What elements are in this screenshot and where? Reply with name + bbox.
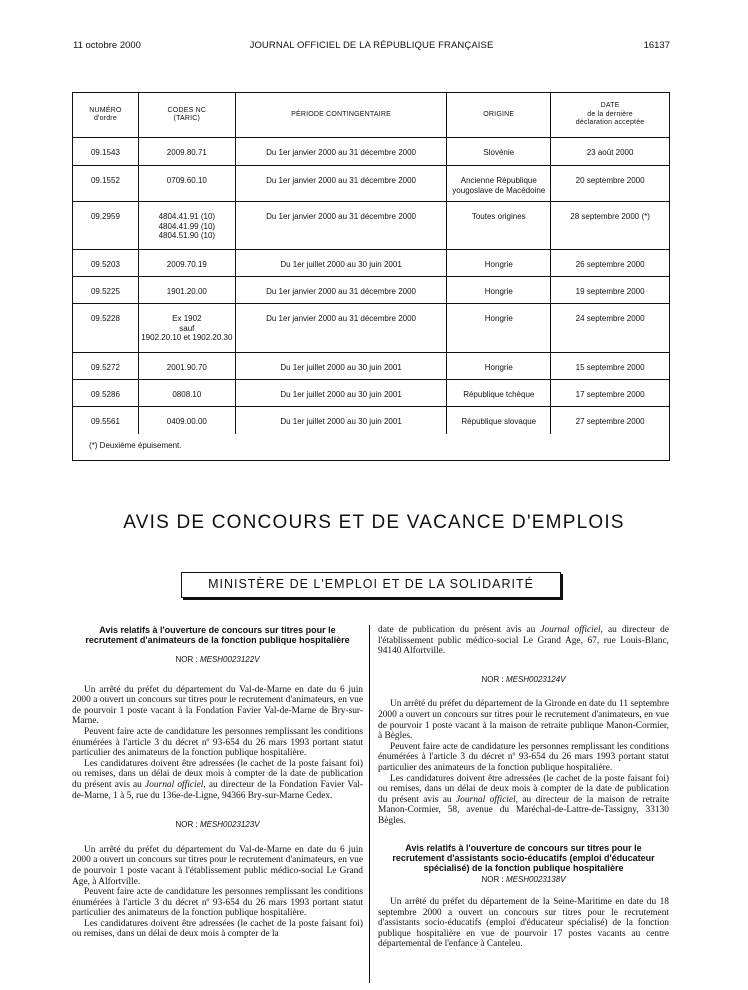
origin-line: Hongrie <box>484 363 513 372</box>
notice-title: Avis relatifs à l'ouverture de concours sur titres pour le recrutement d'animateurs de la fonction publique hospitalière <box>85 625 350 645</box>
column-divider <box>369 625 370 983</box>
journal-officiel-ref: Journal officiel, <box>456 794 518 805</box>
last-declaration-date-cell: 20 septembre 2000 <box>551 166 670 202</box>
quota-period-cell: Du 1er janvier 2000 au 31 décembre 2000 <box>235 166 447 202</box>
column-header-line: d'ordre <box>93 115 117 122</box>
paragraph: Peuvent faire acte de candidature les personnes remplissant les conditions énumérées à l'article 3 du décret nº 93-654 du 26 mars 1993 portant statut particulier des animateurs de la fonction publique hospitalière. <box>72 726 363 759</box>
nc-codes-cell <box>138 277 235 304</box>
nor-reference <box>72 820 363 831</box>
column-header <box>447 93 551 138</box>
table-row <box>73 353 670 380</box>
nc-codes-cell <box>138 250 235 277</box>
table-row <box>73 166 670 202</box>
order-number-cell: 09.1543 <box>73 138 139 166</box>
paragraph: Peuvent faire acte de candidature les personnes remplissant les conditions énumérées à l'article 3 du décret nº 93-654 du 26 mars 1993 portant statut particulier des animateurs de la fonction publique hospitalière. <box>378 741 669 773</box>
origin-line: République slovaque <box>461 417 537 426</box>
quota-period-cell: Du 1er janvier 2000 au 31 décembre 2000 <box>235 304 447 353</box>
nor-label: NOR : <box>175 820 198 830</box>
table-row <box>73 304 670 353</box>
table-row <box>73 380 670 407</box>
order-number-cell: 09.5203 <box>73 250 139 277</box>
notice-title: Avis relatifs à l'ouverture de concours sur titres pour le recrutement d'assistants socio-éducatifs (emploi d'éducateur spécialisé) de la fonction publique hospitalière <box>392 842 655 873</box>
origin-cell <box>447 407 551 434</box>
running-head <box>73 40 670 54</box>
order-number-cell: 09.2959 <box>73 202 139 250</box>
order-number-cell: 09.5228 <box>73 304 139 353</box>
quota-period-cell: Du 1er janvier 2000 au 31 décembre 2000 <box>235 138 447 166</box>
last-declaration-date-cell: 17 septembre 2000 <box>551 380 670 407</box>
nc-codes-cell <box>138 407 235 434</box>
paragraph-text: Les candidatures doivent être adressées (le cachet de la poste faisant foi) ou remises, dans un délai de deux mois à compter de la date de publication du présent avis au <box>378 773 669 805</box>
origin-cell <box>447 277 551 304</box>
column-header <box>551 93 670 138</box>
paragraph: Peuvent faire acte de candidature les personnes remplissant les conditions énumérées à l'article 3 du décret nº 93-654 du 26 mars 1993 portant statut particulier des animateurs de la fonction publique hospitalière. <box>72 887 363 919</box>
quota-period-cell: Du 1er juillet 2000 au 30 juin 2001 <box>235 250 447 277</box>
table-row <box>73 277 670 304</box>
paragraph-text: Les candidatures doivent être adressées (le cachet de la poste faisant foi) ou remises, dans un délai de deux mois à compter de la date de publication du présent avis au <box>72 758 363 790</box>
table-row <box>73 407 670 434</box>
ministry-heading: MINISTÈRE DE L'EMPLOI ET DE LA SOLIDARITÉ <box>181 572 561 598</box>
quota-period-cell: Du 1er juillet 2000 au 30 juin 2001 <box>235 407 447 434</box>
paragraph-text: date de publication du présent avis au <box>378 625 536 635</box>
nor-code: MESH0023124V <box>505 674 566 684</box>
nc-codes-line: 1901.20.00 <box>166 287 207 296</box>
origin-line: Hongrie <box>484 314 513 323</box>
nor-reference <box>72 655 363 666</box>
nc-codes-line: 0808.10 <box>172 390 202 399</box>
table-row <box>73 138 670 166</box>
origin-cell <box>447 380 551 407</box>
origin-cell <box>447 166 551 202</box>
nc-codes-line: sauf <box>179 323 195 333</box>
table-header-row <box>73 93 670 138</box>
last-declaration-date-cell: 24 septembre 2000 <box>551 304 670 353</box>
paragraph: Un arrêté du préfet du département de la Seine-Maritime en date du 18 septembre 2000 a ouvert un concours sur titres pour le recrutement d'assistants socio-éducatifs (emploi d'éducateur spécialisé) de la fonction publique hospitalière en vue de pourvoir 17 postes vacants au centre départemental de l'enfance à Canteleu. <box>378 897 669 950</box>
nc-codes-cell <box>138 380 235 407</box>
column-header <box>138 93 235 138</box>
page-number: 16137 <box>643 40 670 51</box>
column-header <box>73 93 139 138</box>
column-header-line: ORIGINE <box>483 110 515 118</box>
paragraph <box>72 759 363 801</box>
paragraph: Un arrêté du préfet du département du Val-de-Marne en date du 6 juin 2000 a ouvert un concours sur titres pour le recrutement d'animateurs, en vue de pourvoir 1 poste vacant à la Fondation Favier Val-de-Marne de Bry-sur-Marne. <box>72 684 363 727</box>
order-number-cell: 09.5272 <box>73 353 139 380</box>
column-header <box>235 93 447 138</box>
nor-label: NOR : <box>175 655 198 664</box>
last-declaration-date-cell: 27 septembre 2000 <box>551 407 670 434</box>
quota-period-cell: Du 1er janvier 2000 au 31 décembre 2000 <box>235 202 447 250</box>
paragraph: Les candidatures doivent être adressées (le cachet de la poste faisant foi) ou remises, dans un délai de deux mois à compter de la <box>72 918 363 940</box>
column-header-line: DATE <box>600 102 620 110</box>
nor-reference <box>378 675 669 686</box>
table-body <box>73 138 670 434</box>
nor-code: MESH0023122V <box>199 655 260 664</box>
issue-date: 11 octobre 2000 <box>73 40 141 51</box>
left-column <box>72 625 363 940</box>
order-number-cell: 09.1552 <box>73 166 139 202</box>
origin-line: Hongrie <box>484 287 513 296</box>
paragraph-text: au directeur de l'établissement public médico-social Le Grand Age, 67, rue Louis-Blanc, 94140 Alfortville. <box>378 625 670 657</box>
nor-code: MESH0023138V <box>505 874 566 884</box>
quota-period-cell: Du 1er juillet 2000 au 30 juin 2001 <box>235 353 447 380</box>
column-header-line: CODES NC <box>167 106 207 114</box>
nc-codes-cell <box>138 138 235 166</box>
nc-codes-line: 4804.41.99 (10) <box>158 221 216 231</box>
nor-label: NOR : <box>481 674 504 684</box>
section-title: AVIS DE CONCOURS ET DE VACANCE D'EMPLOIS <box>123 512 625 533</box>
nc-codes-line: 2009.80.71 <box>166 148 207 157</box>
table-row <box>73 202 670 250</box>
origin-line: République tchèque <box>463 390 535 399</box>
nor-code: MESH0023123V <box>199 820 260 830</box>
paragraph <box>378 774 669 827</box>
nc-codes-line: 2009.70.19 <box>166 260 207 269</box>
last-declaration-date-cell: 15 septembre 2000 <box>551 353 670 380</box>
paragraph: Un arrêté du préfet du département du Val-de-Marne en date du 6 juin 2000 a ouvert un concours sur titres pour le recrutement d'animateurs, en vue de pourvoir 1 poste vacant à l'établissement public médico-social Le Grand Age, à Alfortville. <box>72 844 363 887</box>
quota-period-cell: Du 1er janvier 2000 au 31 décembre 2000 <box>235 277 447 304</box>
origin-line: Hongrie <box>484 260 513 269</box>
table-row <box>73 250 670 277</box>
nc-codes-cell <box>138 166 235 202</box>
nc-codes-cell <box>138 304 235 353</box>
quota-table <box>72 92 670 461</box>
origin-cell <box>447 250 551 277</box>
nc-codes-line: 0709.60.10 <box>166 176 207 185</box>
column-header-line: déclaration acceptée <box>575 119 645 127</box>
order-number-cell: 09.5225 <box>73 277 139 304</box>
table-footnote: (*) Deuxième épuisement. <box>73 434 670 461</box>
paragraph: Un arrêté du préfet du département de la Gironde en date du 11 septembre 2000 a ouvert un concours sur titres pour le recrutement d'animateurs, en vue de pourvoir 1 poste vacant à la maison de retraite publique Manon-Cormier, à Bègles. <box>378 699 669 742</box>
journal-officiel-ref: Journal officiel, <box>540 625 603 635</box>
nor-label: NOR : <box>481 874 504 884</box>
paragraph <box>378 625 669 657</box>
right-column <box>378 625 669 950</box>
nc-codes-line: 4804.41.91 (10) <box>158 212 216 221</box>
nc-codes-line: 0409.00.00 <box>166 417 207 426</box>
last-declaration-date-cell: 28 septembre 2000 (*) <box>551 202 670 250</box>
table-footnote-row <box>73 434 670 461</box>
nor-reference <box>378 875 669 886</box>
origin-line: Toutes origines <box>471 212 526 221</box>
nc-codes-line: 1902.20.10 et 1902.20.30 <box>141 333 233 342</box>
order-number-cell: 09.5561 <box>73 407 139 434</box>
origin-cell <box>447 138 551 166</box>
nc-codes-cell <box>138 202 235 250</box>
origin-cell <box>447 202 551 250</box>
last-declaration-date-cell: 23 août 2000 <box>551 138 670 166</box>
nc-codes-cell <box>138 353 235 380</box>
origin-cell <box>447 353 551 380</box>
column-header-line: NUMÉRO <box>89 106 122 114</box>
last-declaration-date-cell: 26 septembre 2000 <box>551 250 670 277</box>
journal-officiel-ref: Journal officiel, <box>145 779 206 790</box>
order-number-cell: 09.5286 <box>73 380 139 407</box>
column-header-line: (TARIC) <box>173 115 201 122</box>
quota-period-cell: Du 1er juillet 2000 au 30 juin 2001 <box>235 380 447 407</box>
origin-line: Slovénie <box>483 148 515 157</box>
journal-title: JOURNAL OFFICIEL DE LA RÉPUBLIQUE FRANÇAISE <box>249 40 494 51</box>
last-declaration-date-cell: 19 septembre 2000 <box>551 277 670 304</box>
nc-codes-line: 2001.90.70 <box>166 363 207 372</box>
paragraph-text: au directeur de la maison de retraite Manon-Cormier, 58, avenue du Maréchal-de-Lattre-de-Tassigny, 33130 Bègles. <box>378 794 670 826</box>
nc-codes-line: 4804.51.90 (10) <box>158 231 216 240</box>
column-header-line: PÉRIODE CONTINGENTAIRE <box>291 110 392 118</box>
paragraph-text: au directeur de la Fondation Favier Val-de-Marne, 1 à 5, rue du 136e-de-Ligne, 94366 Bry-sur-Marne Cedex. <box>72 779 363 801</box>
origin-line: Ancienne République <box>460 176 537 185</box>
column-header-line: de la dernière <box>587 110 633 118</box>
origin-line: yougoslave de Macédoine <box>452 185 546 195</box>
nc-codes-line: Ex 1902 <box>172 314 202 323</box>
origin-cell <box>447 304 551 353</box>
